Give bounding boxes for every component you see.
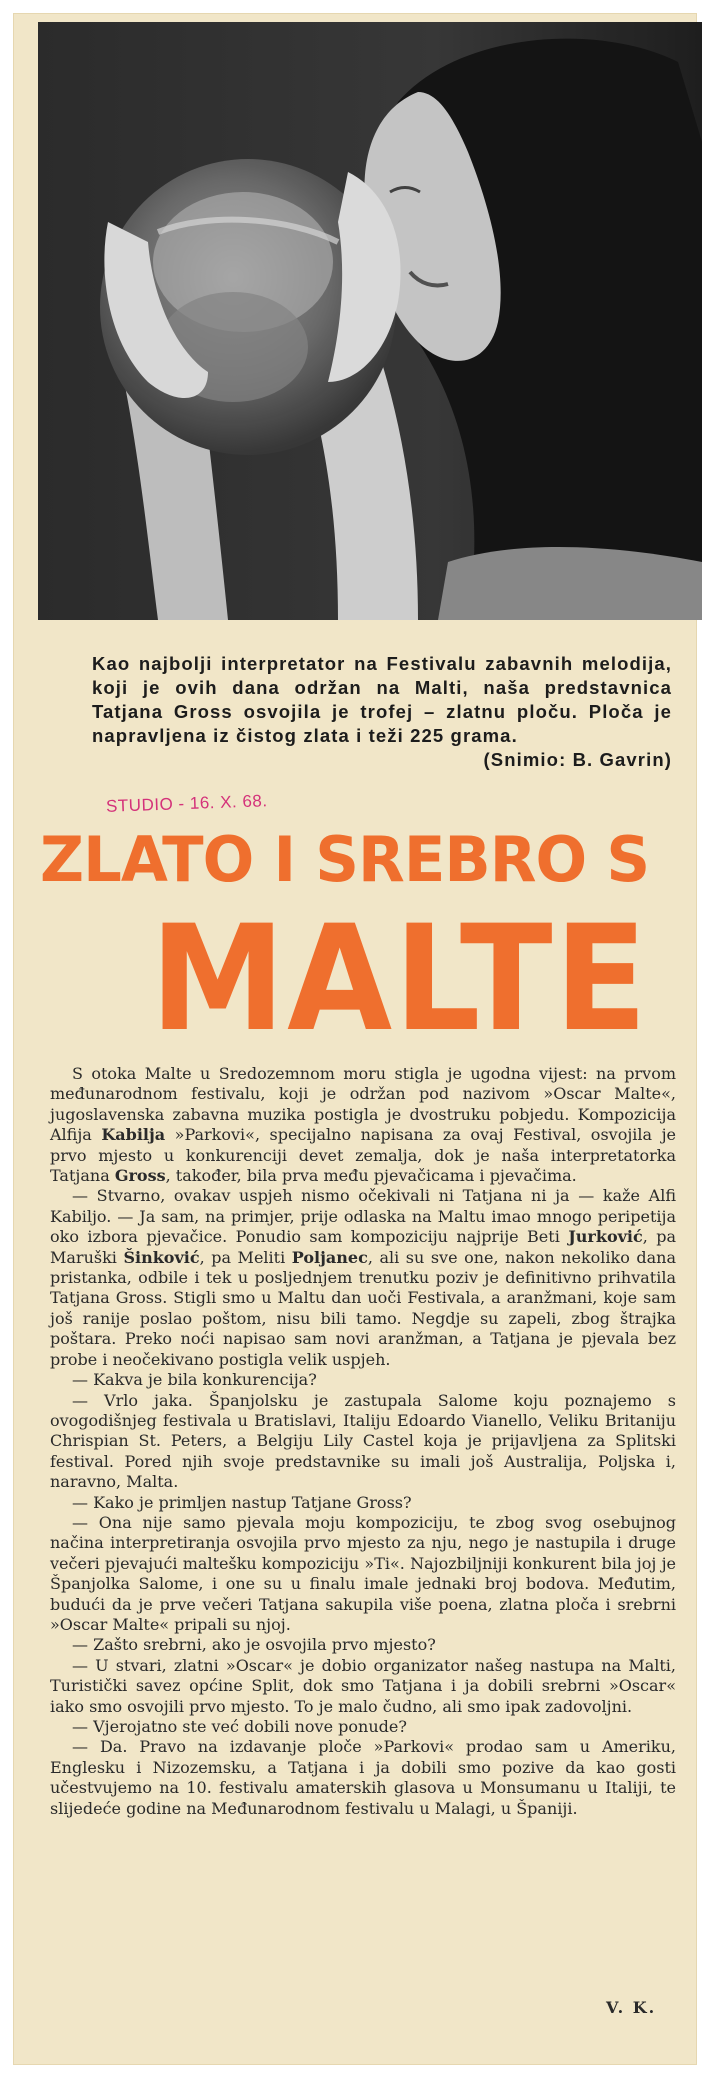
paragraph-text: »Parkovi«, specijalno napisana za ovaj Festival, osvojila je prvo mjesto u konkurenciji devet zemalja, dok je naša interpretatorka Tatjana [50, 1125, 676, 1186]
article-paragraph [50, 1656, 676, 1717]
paragraph-text: — Ona nije samo pjevala moju kompoziciju, te zbog svog osebujnog načina interpretiranja osvojila prvo mjesto za nju, nego je nastupila i druge večeri pjevajući maltešku kompoziciju »Ti«. Najozbiljniji konkurent bila joj je Španjolka Salome, i one su u finalu imale jednaki broj bodova. Međutim, budući da je prve večeri Tatjana sakupila više poena, zlatna ploča i srebrni »Oscar Malte« pripali su njoj. [50, 1512, 676, 1634]
article-paragraph [50, 1186, 676, 1370]
article-paragraph [50, 1064, 676, 1186]
paragraph-text: — Vjerojatno ste već dobili nove ponude? [72, 1717, 407, 1736]
article-paragraph [50, 1391, 676, 1493]
article-paragraph [50, 1635, 676, 1655]
bold-name: Šinković [123, 1247, 200, 1267]
article-paragraph [50, 1717, 676, 1737]
author-signature: V. K. [606, 1998, 657, 2017]
paragraph-text: , pa Maruški [50, 1227, 677, 1267]
paragraph-text: — Vrlo jaka. Španjolsku je zastupala Salome koju poznajemo s ovogodišnjeg festivala u Bratislavi, Italiju Edoardo Vianello, Veliku Britaniju Chrispian St. Peters, a Belgiju Lily Castel koja je prijavljena za Splitski festival. Pored njih svoje predstavnike su imali još Australija, Poljska i, naravno, Malta. [50, 1390, 676, 1492]
bold-name: Jurković [568, 1227, 643, 1247]
paragraph-text: , ali su sve one, nakon nekoliko dana pristanka, odbile i tek u posljednjem trenutku poziv je definitivno prihvatila Tatjana Gross. Stigli smo u Maltu dan uoči Festivala, a aranžmani, koje sam još ranije poslao poštom, nisu bili tamo. Negdje su zapeli, zbog štrajka poštara. Preko noći napisao sam novi aranžman, a Tatjana je pjevala bez probe i neočekivano postigla velik uspjeh. [50, 1247, 677, 1369]
photo-credit: (Snimio: B. Gavrin) [483, 749, 672, 770]
article-paragraph [50, 1513, 676, 1635]
bold-name: Kabilja [101, 1125, 166, 1145]
headline-line-1: ZLATO I SREBRO S [40, 823, 650, 896]
article-paragraph [50, 1370, 676, 1390]
bold-name: Poljanec [291, 1247, 368, 1267]
handwritten-date-stamp: STUDIO - 16. X. 68. [105, 791, 268, 816]
article-paragraph [50, 1737, 676, 1819]
paragraph-text: — Stvarno, ovakav uspjeh nismo očekivali ni Tatjana ni ja — kaže Alfi Kabiljo. — Ja sam, na primjer, prije odlaska na Maltu imao mnogo peripetija oko izbora pjevačice. Ponudio sam kompoziciju najprije Beti [50, 1186, 676, 1247]
paragraph-text: — Zašto srebrni, ako je osvojila prvo mjesto? [72, 1635, 436, 1655]
photo-woman-with-glass-sphere [38, 22, 702, 620]
caption-text: Kao najbolji interpretator na Festivalu zabavnih melodija, koji je ovih dana održan na Malti, naša predstavnica Tatjana Gross osvojila je trofej – zlatnu ploču. Ploča je napravljena iz čistog zlata i teži 225 grama. [92, 653, 672, 746]
paragraph-text: — U stvari, zlatni »Oscar« je dobio organizator našeg nastupa na Malti, Turistički savez općine Split, dok smo Tatjana i ja dobili srebrni »Oscar« iako smo osvojili prvo mjesto. To je malo čudno, ali smo ipak zadovoljni. [50, 1655, 676, 1716]
photo-caption [92, 652, 672, 772]
paragraph-text: — Da. Pravo na izdavanje ploče »Parkovi« prodao sam u Ameriku, Englesku i Nizozemsku, a Tatjana i ja dobili smo pozive da kao gosti učestvujemo na 10. festivalu amaterskih glasova u Monsumanu u Italiji, te slijedeće godine na Međunarodnom festivalu u Malagi, u Španiji. [50, 1737, 676, 1818]
paragraph-text: , pa Meliti [199, 1247, 292, 1267]
article-body [50, 1064, 676, 1819]
paragraph-text: S otoka Malte u Sredozemnom moru stigla je ugodna vijest: na prvom međunarodnom festivalu, koji je održan pod nazivom »Oscar Malte«, jugoslavenska zabavna muzika postigla je dvostruku pobjedu. Kompozicija Alfija [50, 1064, 676, 1145]
paragraph-text: — Kakva je bila konkurencija? [72, 1370, 317, 1390]
photo [38, 22, 702, 620]
paragraph-text: — Kako je primljen nastup Tatjane Gross? [72, 1492, 412, 1512]
headline-line-2: MALTE [150, 894, 650, 1064]
newspaper-clipping [14, 14, 696, 2064]
paragraph-text: , također, bila prva među pjevačicama i pjevačima. [165, 1166, 577, 1186]
article-paragraph [50, 1493, 676, 1513]
bold-name: Gross [114, 1166, 166, 1186]
